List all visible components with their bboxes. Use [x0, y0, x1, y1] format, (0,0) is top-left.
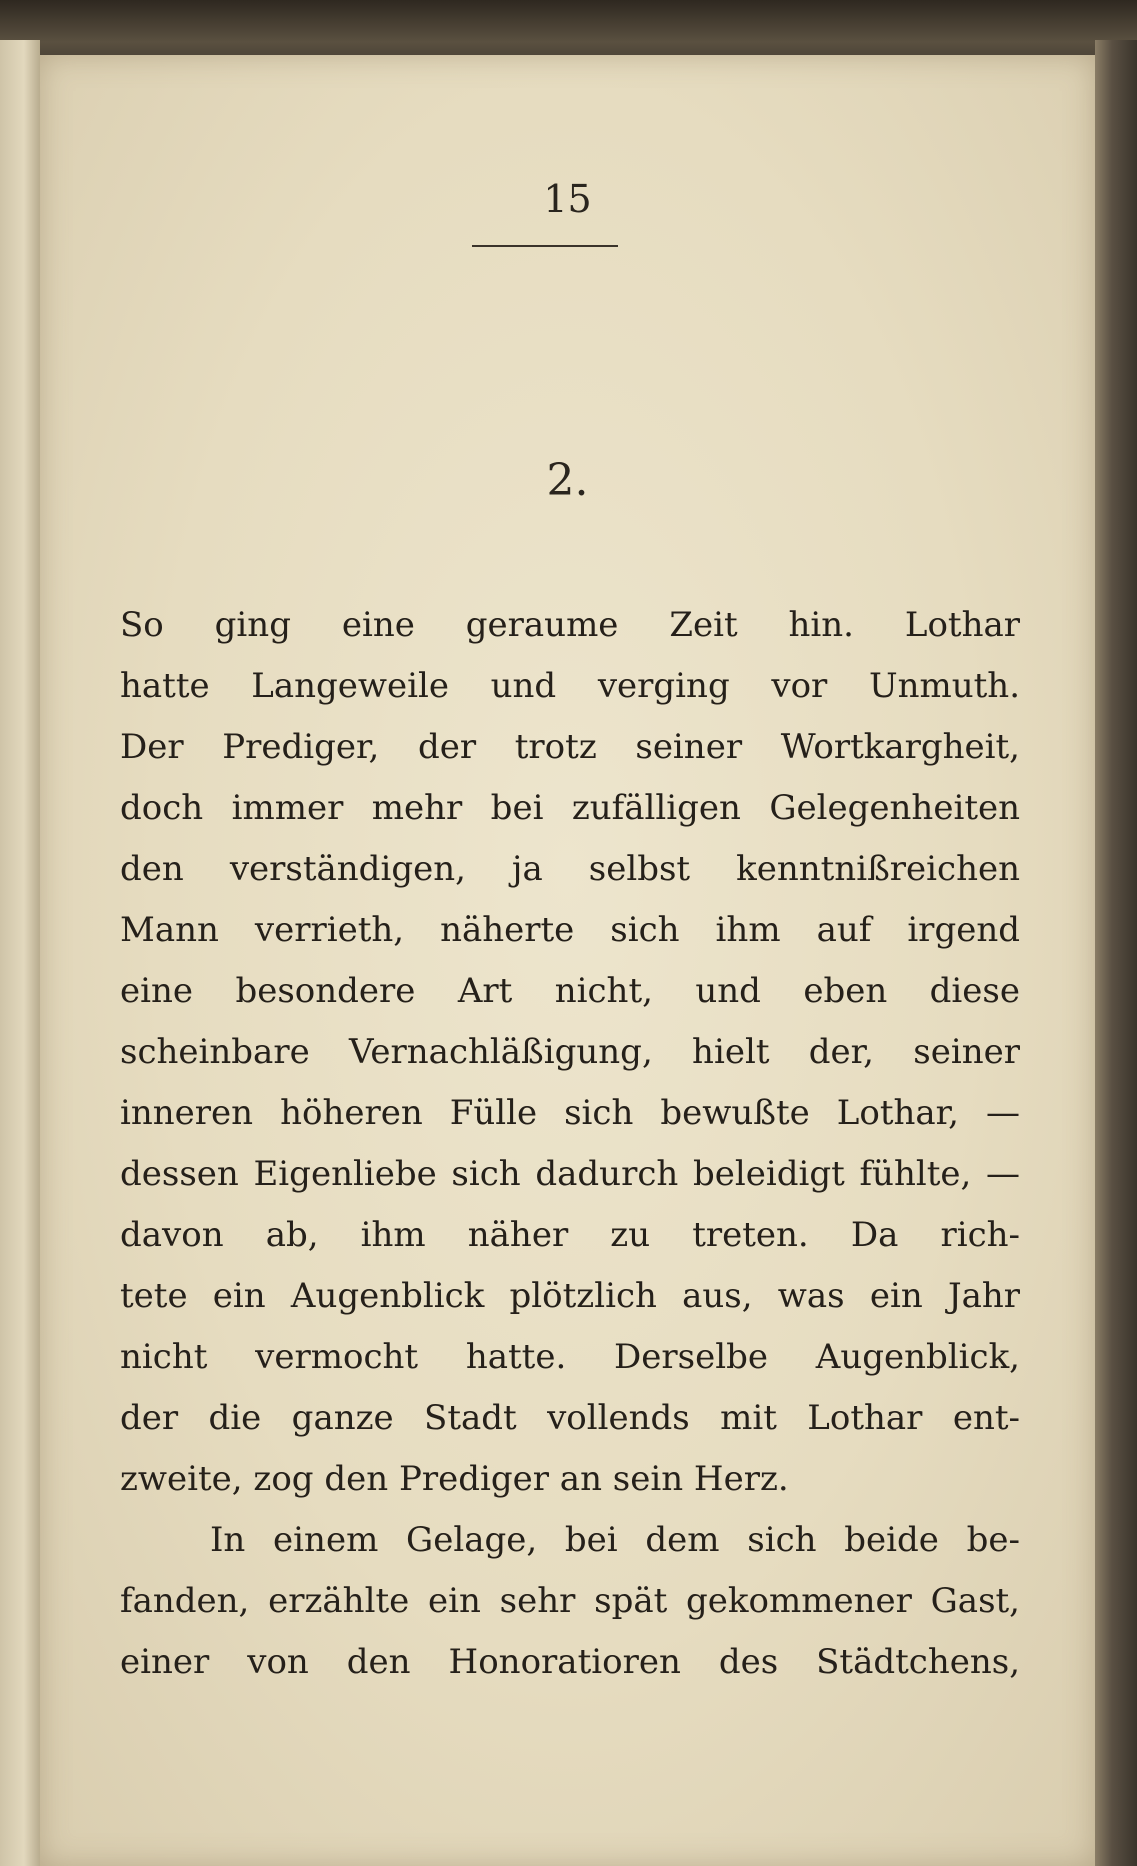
- text-line: zweite, zog den Prediger an sein Herz.: [120, 1459, 789, 1499]
- text-line: der die ganze Stadt vollends mit Lothar ent-: [120, 1398, 1020, 1438]
- text-line: In einem Gelage, bei dem sich beide be-: [210, 1520, 1020, 1560]
- text-line: Der Prediger, der trotz seiner Wortkargheit,: [120, 727, 1020, 767]
- text-line: So ging eine geraume Zeit hin. Lothar: [120, 605, 1020, 645]
- text-line: fanden, erzählte ein sehr spät gekommener Gast,: [120, 1581, 1020, 1621]
- text-line: einer von den Honoratioren des Städtchens,: [120, 1642, 1020, 1682]
- book-edge: [1095, 40, 1137, 1866]
- text-line: nicht vermocht hatte. Derselbe Augenblick,: [120, 1337, 1020, 1377]
- text-line: davon ab, ihm näher zu treten. Da rich-: [120, 1215, 1020, 1255]
- text-line: scheinbare Vernachläßigung, hielt der, seiner: [120, 1032, 1020, 1072]
- text-line: hatte Langeweile und verging vor Unmuth.: [120, 666, 1020, 706]
- text-line: dessen Eigenliebe sich dadurch beleidigt fühlte, —: [120, 1154, 1020, 1194]
- text-line: Mann verrieth, näherte sich ihm auf irgend: [120, 910, 1020, 950]
- text-line: doch immer mehr bei zufälligen Gelegenheiten: [120, 788, 1020, 828]
- text-line: inneren höheren Fülle sich bewußte Lothar, —: [120, 1093, 1020, 1133]
- text-line: tete ein Augenblick plötzlich aus, was ein Jahr: [120, 1276, 1020, 1316]
- page-number-rule: [472, 245, 618, 247]
- text-line: den verständigen, ja selbst kenntnißreichen: [120, 849, 1020, 889]
- book-gutter: [0, 40, 40, 1866]
- book-page: [40, 55, 1095, 1866]
- top-shadow: [0, 0, 1137, 60]
- page-number: 15: [543, 177, 592, 221]
- chapter-number: 2.: [546, 455, 589, 506]
- text-line: eine besondere Art nicht, und eben diese: [120, 971, 1020, 1011]
- body-text: [120, 595, 1020, 1693]
